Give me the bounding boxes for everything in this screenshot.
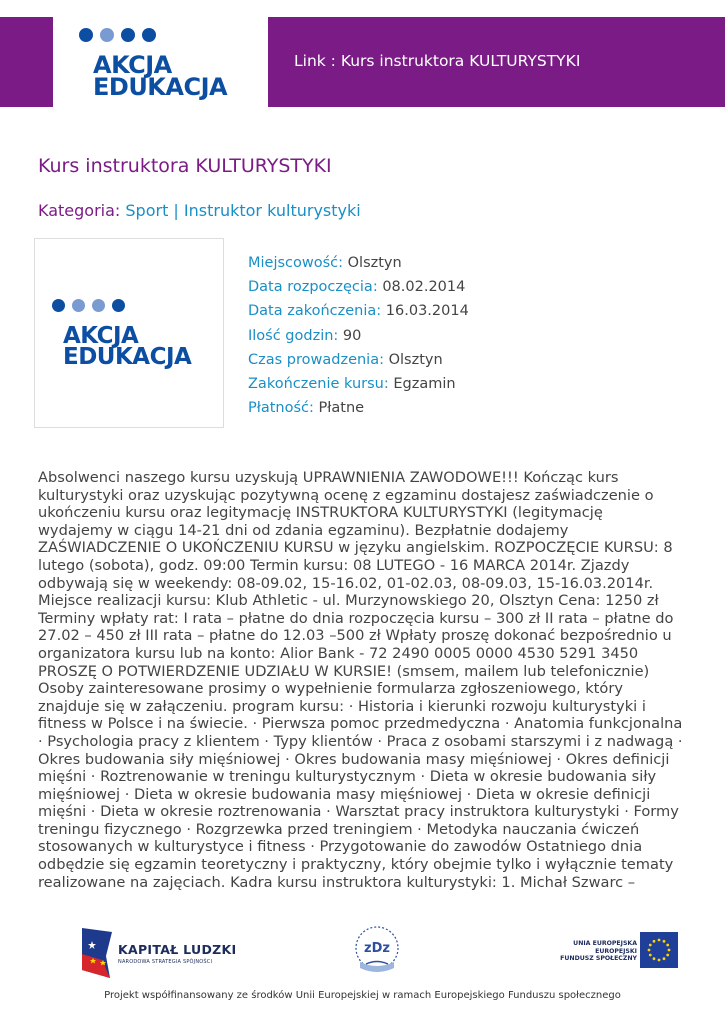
detail-start-date — [248, 275, 469, 299]
description-line: odbywają się w weekendy: 08-09.02, 15-16.02, 01-02.03, 08-09.03, 15-16.03.2014r. — [38, 574, 654, 592]
description-line: stosowanych w kulturystyce i fitness · Przygotowanie do zawodów Ostatniego dnia — [38, 838, 643, 856]
course-thumbnail — [34, 238, 224, 428]
footer-logos — [0, 920, 725, 990]
description-line: odbędzie się egzamin teoretyczny i praktyczny, który obejmie tylko i wyłącznie tematy — [38, 856, 674, 874]
eu-line-3: FUNDUSZ SPOŁECZNY — [560, 955, 637, 963]
description-line: fitness w Polsce i na świecie. · Pierwsza pomoc przedmedyczna · Anatomia funkcjonalna — [38, 715, 683, 733]
detail-value: 16.03.2014 — [385, 303, 469, 320]
detail-venue — [248, 348, 469, 372]
logo-line-1: AKCJA — [93, 51, 172, 79]
detail-payment — [248, 396, 469, 420]
course-details — [248, 251, 469, 420]
thumbnail-line-2: EDUKACJA — [63, 344, 192, 371]
description-line: lutego (sobota), godz. 09:00 Termin kursu: 08 LUTEGO - 16 MARCA 2014r. Zjazdy — [38, 556, 630, 574]
detail-value: Egzamin — [393, 376, 456, 393]
logo-dots-icon — [79, 28, 156, 42]
eu-line-2: EUROPEJSKI — [595, 947, 637, 955]
description-line: realizowane na zajęciach. Kadra kursu instruktora kulturystyki: 1. Michał Szwarc – — [38, 873, 636, 891]
logo-line-2: EDUKACJA — [93, 73, 228, 102]
detail-label: Płatność: — [248, 400, 314, 417]
eu-line-1: UNIA EUROPEJSKA — [573, 940, 637, 947]
footer-funding-note: Projekt współfinansowany ze środków Unii Europejskiej w ramach Europejskiego Funduszu społecznego — [104, 990, 621, 1001]
logo-wordmark — [93, 51, 228, 102]
description-line: ZAŚWIADCZENIE O UKOŃCZENIU KURSU w języku angielskim. ROZPOCZĘCIE KURSU: 8 — [38, 539, 673, 557]
description-line: mięśniowej · Dieta w okresie budowania masy mięśniowej · Dieta w okresie definicji — [38, 785, 651, 803]
description-line: Absolwenci naszego kursu uzyskują UPRAWNIENIA ZAWODOWE!!! Kończąc kurs — [38, 469, 619, 486]
header-logo[interactable] — [53, 0, 268, 116]
category-line — [38, 201, 361, 220]
detail-value: Olsztyn — [388, 351, 443, 368]
description-line: mięśni · Roztrenowanie w treningu kulturystycznym · Dieta w okresie budowania siły — [38, 768, 657, 786]
description-line: kulturystyki oraz uzyskując pozytywną ocenę z egzaminu dostajesz zaświadczenie o — [38, 486, 654, 504]
detail-label: Data zakończenia: — [248, 303, 382, 320]
detail-location — [248, 251, 469, 275]
eu-text-block — [560, 940, 637, 963]
detail-label: Miejscowość: — [248, 255, 344, 271]
description-line: ukończeniu kursu oraz legitymację INSTRUKTORA KULTURYSTYKI (legitymację — [38, 504, 603, 522]
detail-value: 08.02.2014 — [382, 279, 466, 296]
description-line: mięśni · Dieta w okresie roztrenowania · Warsztat pracy instruktora kulturystyki · Formy — [38, 803, 679, 821]
description-line: PROSZĘ O POTWIERDZENIE UDZIAŁU W KURSIE! (smsem, mailem lub telefonicznie) — [38, 662, 650, 680]
category-label: Kategoria: — [38, 201, 121, 220]
description-line: Terminy wpłaty rat: I rata – płatne do dnia rozpoczęcia kursu – 300 zł II rata – płatne do — [38, 609, 674, 627]
detail-end-date — [248, 299, 469, 323]
course-description — [38, 469, 688, 891]
header-course-link[interactable]: Link : Kurs instruktora KULTURYSTYKI — [294, 52, 581, 70]
description-line: wydajemy w ciągu 14-21 dni od zdania egzaminu). Bezpłatnie dodajemy — [38, 521, 569, 539]
detail-label: Ilość godzin: — [248, 327, 339, 344]
description-line: · Psychologia pracy z klientem · Typy klientów · Praca z osobami starszymi i z nadwagą · — [38, 732, 683, 750]
category-link[interactable]: Sport | Instruktor kulturystyki — [125, 201, 361, 220]
detail-value: Olsztyn — [347, 255, 402, 271]
detail-hours — [248, 324, 469, 348]
zdz-emblem-icon — [352, 922, 402, 978]
description-line: Osoby zainteresowane prosimy o wypełnienie formularza zgłoszeniowego, który — [38, 680, 623, 698]
description-line: treningu fizycznego · Rozgrzewka przed treningiem · Metodyka nauczania ćwiczeń — [38, 820, 640, 838]
zdz-label: zDz — [364, 941, 390, 956]
thumbnail-dots-icon — [52, 299, 125, 312]
detail-label: Zakończenie kursu: — [248, 376, 389, 393]
thumbnail-wordmark — [63, 323, 192, 371]
description-line: organizatora kursu lub na konto: Alior Bank - 72 2490 0005 0000 4530 5291 3450 — [38, 644, 639, 662]
detail-completion — [248, 372, 469, 396]
detail-label: Data rozpoczęcia: — [248, 279, 378, 296]
page-title: Kurs instruktora KULTURYSTYKI — [38, 155, 332, 177]
detail-value: 90 — [342, 327, 362, 344]
description-line: Okres budowania siły mięśniowej · Okres budowania masy mięśniowej · Okres definicji — [38, 750, 670, 768]
description-line: Miejsce realizacji kursu: Klub Athletic - ul. Murzynowskiego 20, Olsztyn Cena: 1250 zł — [38, 592, 659, 610]
description-line: znajduje się w załączeniu. program kursu: · Historia i kierunki rozwoju kulturystyki i — [38, 697, 646, 715]
detail-value: Płatne — [318, 400, 365, 417]
thumbnail-line-1: AKCJA — [63, 323, 139, 349]
description-line: 27.02 – 450 zł III rata – płatne do 12.03 –500 zł Wpłaty proszę dokonać bezpośrednio u — [38, 627, 672, 645]
detail-label: Czas prowadzenia: — [248, 351, 384, 368]
eu-flag-icon — [640, 932, 678, 968]
kapital-ludzki-flag-icon — [80, 926, 114, 980]
kapital-ludzki-subtitle: NARODOWA STRATEGIA SPÓJNOŚCI — [118, 959, 213, 965]
kapital-ludzki-name: KAPITAŁ LUDZKI — [118, 942, 237, 957]
